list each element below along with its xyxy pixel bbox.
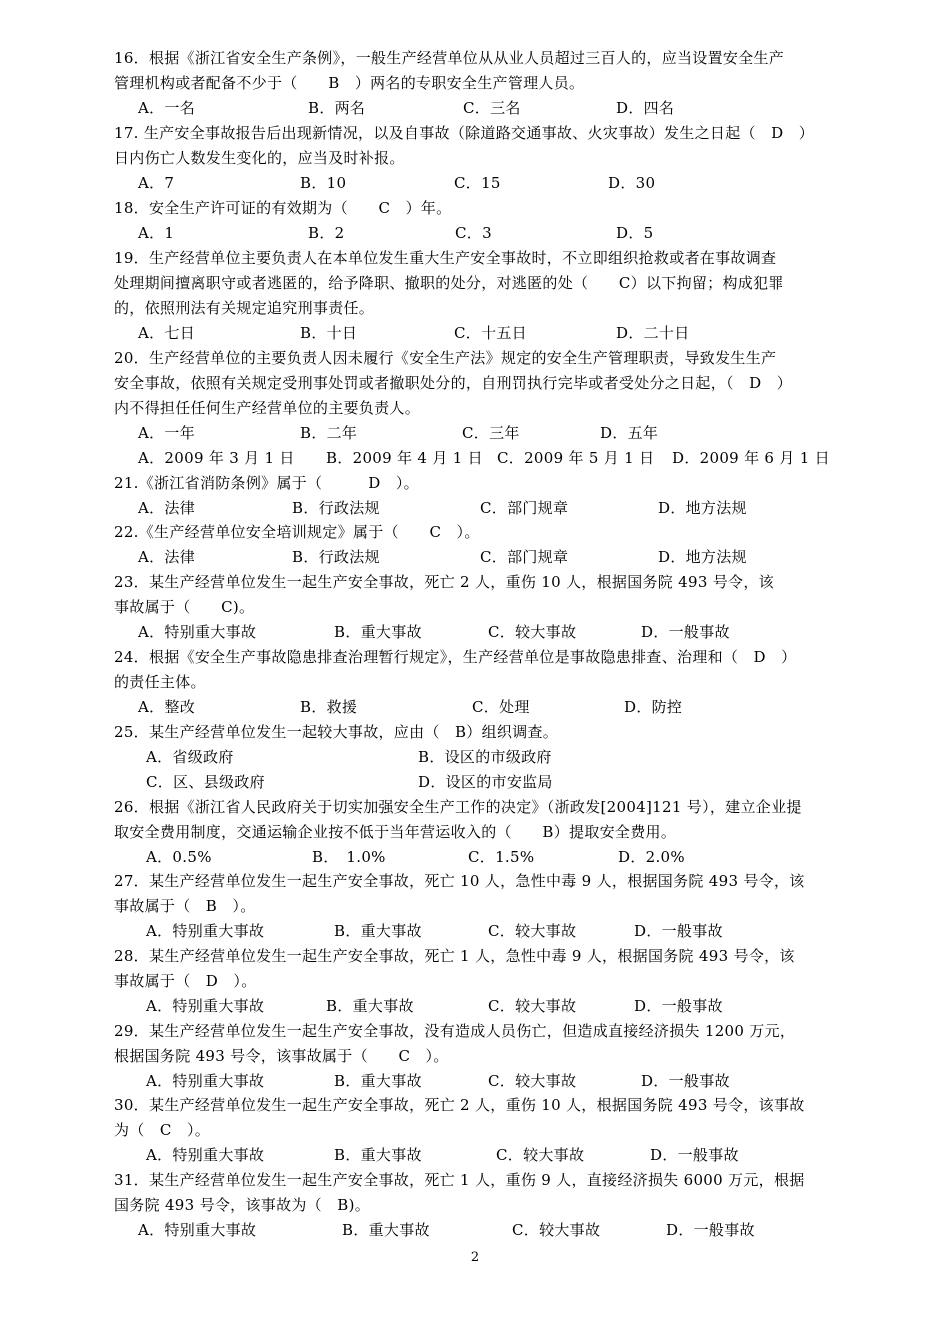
question-28-text: 28．某生产经营单位发生一起生产安全事故，死亡 1 人，急性中毒 9 人，根据国务院 493 号令，该 bbox=[114, 947, 795, 965]
option-d: D．五年 bbox=[600, 424, 659, 442]
question-31-text-cont: 国务院 493 号令，该事故为（ B)。 bbox=[114, 1196, 371, 1214]
option-c: C．3 bbox=[455, 224, 492, 242]
option-a: A．特别重大事故 bbox=[146, 922, 265, 940]
option-b: B．二年 bbox=[300, 424, 358, 442]
option-c: C．较大事故 bbox=[488, 1072, 577, 1090]
option-c: C．部门规章 bbox=[480, 499, 569, 517]
option-b: B．重大事故 bbox=[334, 623, 422, 641]
option-c: C．较大事故 bbox=[488, 922, 577, 940]
option-b: B．设区的市级政府 bbox=[418, 748, 552, 766]
option-b: B．十日 bbox=[300, 324, 358, 342]
question-30-text-cont: 为（ C ）。 bbox=[114, 1121, 211, 1139]
option-d: D．一般事故 bbox=[650, 1146, 739, 1164]
option-b: B．救援 bbox=[300, 698, 358, 716]
option-a: A．特别重大事故 bbox=[138, 1221, 257, 1239]
option-a: A．1 bbox=[138, 224, 175, 242]
question-19-text: 19．生产经营单位主要负责人在本单位发生重大生产安全事故时，不立即组织抢救或者在事故调查 bbox=[114, 249, 777, 267]
option-c: C．三年 bbox=[462, 424, 520, 442]
option-c: C．15 bbox=[454, 174, 501, 192]
question-23-text-cont: 事故属于（ C)。 bbox=[114, 598, 255, 616]
option-d: D．一般事故 bbox=[641, 623, 730, 641]
question-21-text: 21.《浙江省消防条例》属于（ D ）。 bbox=[114, 474, 419, 492]
option-b: B．重大事故 bbox=[334, 1072, 422, 1090]
option-a: A．2009 年 3 月 1 日 bbox=[138, 449, 295, 467]
question-27-text: 27．某生产经营单位发生一起生产安全事故，死亡 10 人，急性中毒 9 人，根据国务院 493 号令，该 bbox=[114, 872, 805, 890]
option-c: C．1.5% bbox=[468, 848, 535, 866]
option-d: D．地方法规 bbox=[658, 499, 747, 517]
question-24-text-cont: 的责任主体。 bbox=[114, 673, 206, 691]
question-16-text-cont: 管理机构或者配备不少于（ B ）两名的专职安全生产管理人员。 bbox=[114, 74, 585, 92]
option-c: C．较大事故 bbox=[488, 997, 577, 1015]
question-22-text: 22.《生产经营单位安全培训规定》属于（ C ）。 bbox=[114, 523, 480, 541]
option-b: B．两名 bbox=[308, 99, 366, 117]
option-c: C．较大事故 bbox=[512, 1221, 601, 1239]
option-d: D．地方法规 bbox=[658, 548, 747, 566]
option-a: A．省级政府 bbox=[146, 748, 234, 766]
option-a: A．特别重大事故 bbox=[146, 1072, 265, 1090]
option-a: A．法律 bbox=[138, 548, 196, 566]
question-31-text: 31．某生产经营单位发生一起生产安全事故，死亡 1 人，重伤 9 人，直接经济损失 6000 万元，根据 bbox=[114, 1171, 805, 1189]
option-c: C．十五日 bbox=[454, 324, 527, 342]
option-a: A．0.5% bbox=[146, 848, 212, 866]
option-b: B．重大事故 bbox=[334, 1146, 422, 1164]
option-d: D．一般事故 bbox=[634, 997, 723, 1015]
option-b: B．行政法规 bbox=[292, 499, 380, 517]
option-c: C．部门规章 bbox=[480, 548, 569, 566]
question-29-text: 29．某生产经营单位发生一起生产安全事故，没有造成人员伤亡，但造成直接经济损失 1200 万元， bbox=[114, 1022, 796, 1040]
option-c: C．较大事故 bbox=[496, 1146, 585, 1164]
option-d: D．2009 年 6 月 1 日 bbox=[672, 449, 830, 467]
option-b: B．重大事故 bbox=[342, 1221, 430, 1239]
question-30-text: 30．某生产经营单位发生一起生产安全事故，死亡 2 人，重伤 10 人，根据国务院 493 号令，该事故 bbox=[114, 1096, 805, 1114]
question-23-text: 23．某生产经营单位发生一起生产安全事故，死亡 2 人，重伤 10 人，根据国务院 493 号令，该 bbox=[114, 573, 774, 591]
question-26-text-cont: 取安全费用制度，交通运输企业按不低于当年营运收入的（ B）提取安全费用。 bbox=[114, 823, 677, 841]
option-d: D．一般事故 bbox=[634, 922, 723, 940]
question-27-text-cont: 事故属于（ B ）。 bbox=[114, 897, 256, 915]
option-d: D．一般事故 bbox=[666, 1221, 755, 1239]
option-a: A．一名 bbox=[138, 99, 196, 117]
question-19-text-cont2: 的，依照刑法有关规定追究刑事责任。 bbox=[114, 299, 375, 317]
option-a: A．特别重大事故 bbox=[146, 997, 265, 1015]
option-d: D．5 bbox=[616, 224, 654, 242]
option-d: D．四名 bbox=[616, 99, 675, 117]
question-20-text: 20．生产经营单位的主要负责人因未履行《安全生产法》规定的安全生产管理职责，导致发生生产 bbox=[114, 349, 777, 367]
option-d: D．设区的市安监局 bbox=[418, 773, 553, 791]
option-c: C．三名 bbox=[463, 99, 521, 117]
option-b: B．重大事故 bbox=[326, 997, 414, 1015]
question-18-text: 18．安全生产许可证的有效期为（ C ）年。 bbox=[114, 199, 452, 217]
page-number: 2 bbox=[470, 1250, 480, 1265]
option-b: B．2 bbox=[308, 224, 345, 242]
question-28-text-cont: 事故属于（ D ）。 bbox=[114, 972, 257, 990]
option-b: B．行政法规 bbox=[292, 548, 380, 566]
option-d: D．防控 bbox=[624, 698, 683, 716]
question-25-text: 25．某生产经营单位发生一起较大事故，应由（ B）组织调查。 bbox=[114, 723, 559, 741]
question-19-text-cont: 处理期间擅离职守或者逃匿的，给予降职、撤职的处分，对逃匿的处（ C）以下拘留；构成犯罪 bbox=[114, 274, 784, 292]
option-a: A．7 bbox=[138, 174, 175, 192]
option-d: D．30 bbox=[608, 174, 656, 192]
question-26-text: 26．根据《浙江省人民政府关于切实加强安全生产工作的决定》（浙政发[2004]121 号），建立企业提 bbox=[114, 798, 802, 816]
question-24-text: 24．根据《安全生产事故隐患排查治理暂行规定》，生产经营单位是事故隐患排查、治理和（ D ） bbox=[114, 648, 797, 666]
option-d: D．2.0% bbox=[618, 848, 685, 866]
option-d: D．一般事故 bbox=[641, 1072, 730, 1090]
option-d: D．二十日 bbox=[616, 324, 690, 342]
option-a: A．整改 bbox=[138, 698, 196, 716]
option-c: C．区、县级政府 bbox=[146, 773, 265, 791]
question-17-text: 17. 生产安全事故报告后出现新情况，以及自事故（除道路交通事故、火灾事故）发生之日起（ D ） bbox=[114, 124, 815, 142]
option-a: A．一年 bbox=[138, 424, 196, 442]
option-a: A．特别重大事故 bbox=[138, 623, 257, 641]
option-a: A．特别重大事故 bbox=[146, 1146, 265, 1164]
option-b: B．重大事故 bbox=[334, 922, 422, 940]
option-b: B．2009 年 4 月 1 日 bbox=[326, 449, 483, 467]
option-a: A．法律 bbox=[138, 499, 196, 517]
option-b: B．10 bbox=[300, 174, 347, 192]
option-b: B． 1.0% bbox=[312, 848, 386, 866]
question-16-text: 16．根据《浙江省安全生产条例》，一般生产经营单位从从业人员超过三百人的，应当设置安全生产 bbox=[114, 49, 785, 67]
option-c: C．处理 bbox=[472, 698, 530, 716]
question-17-text-cont: 日内伤亡人数发生变化的，应当及时补报。 bbox=[114, 149, 405, 167]
question-20-text-cont2: 内不得担任任何生产经营单位的主要负责人。 bbox=[114, 399, 421, 417]
option-c: C．2009 年 5 月 1 日 bbox=[497, 449, 655, 467]
question-20-text-cont: 安全事故，依照有关规定受刑事处罚或者撤职处分的，自刑罚执行完毕或者受处分之日起，（ D ） bbox=[114, 374, 793, 392]
option-a: A．七日 bbox=[138, 324, 196, 342]
question-29-text-cont: 根据国务院 493 号令，该事故属于（ C ）。 bbox=[114, 1047, 449, 1065]
option-c: C．较大事故 bbox=[488, 623, 577, 641]
